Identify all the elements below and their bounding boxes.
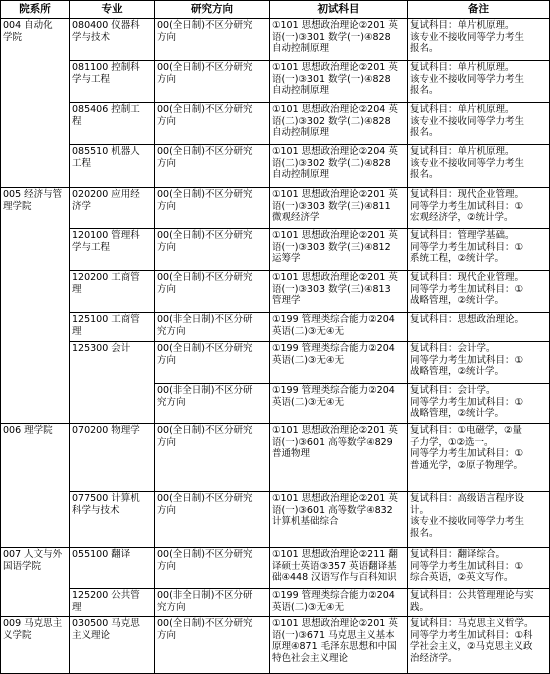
cell-line: 同等学力考生加试科目：① <box>410 354 524 366</box>
subjects-cell <box>270 384 408 424</box>
cell-line: 综合英语，②英文写作。 <box>410 572 514 584</box>
major-cell <box>70 271 155 313</box>
cell-line: ①101 思想政治理论②201 英 <box>272 20 398 31</box>
cell-line: 复试科目：公共管理理论与实 <box>410 590 534 601</box>
header-row <box>1 1 550 19</box>
table-row <box>1 313 550 342</box>
cell-line: 该专业不接收同等学力考生 <box>410 157 525 169</box>
cell-line: 理 <box>72 601 82 613</box>
cell-line: 方向 <box>157 241 177 253</box>
cell-line: 战略管理，②统计学。 <box>410 408 505 420</box>
subjects-cell <box>270 548 408 589</box>
cell-line: 方向 <box>157 73 177 85</box>
cell-line: 践。 <box>410 601 430 613</box>
cell-line: 宏观经济学，②统计学。 <box>410 212 514 224</box>
cell-line: 特色社会主义理论 <box>272 652 349 664</box>
cell-line: 语(一)③301 数学(一)④828 <box>272 31 391 43</box>
cell-line: 081100 控制科 <box>72 62 140 73</box>
cell-line: 报名。 <box>410 43 439 55</box>
cell-line: 同等学力考生加试科目：① <box>410 396 524 408</box>
cell-line: 00(全日制)不区分研究 <box>157 104 253 115</box>
cell-line: ①101 思想政治理论②201 英 <box>272 618 398 629</box>
direction-cell <box>155 424 270 492</box>
direction-cell <box>155 188 270 229</box>
direction-cell <box>155 342 270 384</box>
subjects-cell <box>270 313 408 342</box>
cell-line: 语(二)③302 数学(二)④828 <box>272 157 391 169</box>
cell-line: ①101 思想政治理论②211 翻 <box>272 549 398 560</box>
cell-line: 语(二)③302 数学(二)④828 <box>272 115 391 127</box>
major-cell <box>70 589 155 617</box>
cell-line: 自动控制原理 <box>272 169 330 181</box>
cell-line: 复试科目：单片机原理。 <box>410 104 515 115</box>
cell-line: 方向 <box>157 283 177 295</box>
direction-cell <box>155 229 270 271</box>
direction-cell <box>155 384 270 424</box>
header-notes: 备注 <box>408 1 550 19</box>
cell-line: 自动控制原理 <box>272 43 330 55</box>
cell-line: 005 经济与管 <box>3 189 63 200</box>
notes-cell <box>408 492 550 548</box>
cell-line: ①101 思想政治理论②201 英 <box>272 62 398 73</box>
cell-line: 管理学 <box>272 295 301 307</box>
subjects-cell <box>270 424 408 492</box>
cell-line: 理 <box>72 325 82 337</box>
cell-line: 学院 <box>3 31 23 43</box>
cell-line: 报名。 <box>410 527 439 539</box>
cell-line: 复试科目：高级语言程序设 <box>410 493 525 504</box>
cell-line: 英语(二)③无④无 <box>272 396 344 408</box>
dept-cell <box>1 548 70 617</box>
header-subjects: 初试科目 <box>270 1 408 19</box>
cell-line: 语(一)③601 高等数学④832 <box>272 504 393 516</box>
direction-cell <box>155 617 270 674</box>
cell-line: 报名。 <box>410 85 439 97</box>
notes-cell <box>408 271 550 313</box>
cell-line: 00(全日制)不区分研究 <box>157 146 253 157</box>
cell-line: 理学院 <box>3 200 32 212</box>
cell-line: 00(非全日制)不区分研 <box>157 385 253 396</box>
cell-line: 复试科目：翻译综合。 <box>410 549 506 560</box>
cell-line: 自动控制原理 <box>272 127 330 139</box>
cell-line: 运筹学 <box>272 253 301 265</box>
cell-line: 英语(二)③无④无 <box>272 325 344 337</box>
cell-line: 方向 <box>157 629 177 641</box>
cell-line: 语(一)③303 数学(三)④812 <box>272 241 391 253</box>
cell-line: 125100 工商管 <box>72 314 140 325</box>
notes-cell <box>408 617 550 674</box>
cell-line: 微观经济学 <box>272 212 320 224</box>
cell-line: 125200 公共管 <box>72 590 140 601</box>
subjects-cell <box>270 271 408 313</box>
cell-line: 方向 <box>157 31 177 43</box>
major-cell <box>70 103 155 145</box>
cell-line: 工程 <box>72 157 92 169</box>
cell-line: 复试科目：现代企业管理。 <box>410 189 525 200</box>
direction-cell <box>155 492 270 548</box>
cell-line: 义学院 <box>3 629 32 641</box>
cell-line: 同等学力考生加试科目：① <box>410 560 524 572</box>
direction-cell <box>155 19 270 61</box>
cell-line: 085510 机器人 <box>72 146 140 157</box>
cell-line: 复试科目：思想政治理论。 <box>410 314 525 325</box>
major-cell <box>70 145 155 188</box>
subjects-cell <box>270 492 408 548</box>
table-row <box>1 342 550 384</box>
cell-line: 原理④871 毛泽东思想和中国 <box>272 641 397 653</box>
cell-line: 077500 计算机 <box>72 493 140 504</box>
major-cell <box>70 424 155 492</box>
cell-line: ①101 思想政治理论②204 英 <box>272 146 398 157</box>
cell-line: 004 自动化 <box>3 20 53 31</box>
major-cell <box>70 313 155 342</box>
cell-line: 同等学力考生加试科目：① <box>410 200 524 212</box>
cell-line: 同等学力考生加试科目：①科 <box>410 629 533 641</box>
cell-line: 复试科目：单片机原理。 <box>410 20 515 31</box>
cell-line: 复试科目：会计学。 <box>410 385 496 396</box>
cell-line: 语(一)③303 数学(三)④813 <box>272 283 391 295</box>
notes-cell <box>408 19 550 61</box>
cell-line: 学与技术 <box>72 31 111 43</box>
cell-line: 方向 <box>157 560 177 572</box>
subjects-cell <box>270 342 408 384</box>
cell-line: 计。 <box>410 504 430 516</box>
cell-line: 战略管理，②统计学。 <box>410 295 505 307</box>
cell-line: 同等学力考生加试科目：① <box>410 283 524 295</box>
cell-line: 00(全日制)不区分研究 <box>157 189 253 200</box>
cell-line: 该专业不接收同等学力考生 <box>410 115 525 127</box>
cell-line: 复试科目：马克思主义哲学。 <box>410 618 534 629</box>
cell-line: 120100 管理科 <box>72 230 140 241</box>
cell-line: 学与工程 <box>72 241 111 253</box>
cell-line: 语(一)③601 高等数学④829 <box>272 436 393 448</box>
cell-line: 究方向 <box>157 396 186 408</box>
cell-line: 00(全日制)不区分研究 <box>157 493 253 504</box>
notes-cell <box>408 188 550 229</box>
direction-cell <box>155 548 270 589</box>
notes-cell <box>408 61 550 103</box>
direction-cell <box>155 589 270 617</box>
cell-line: 方向 <box>157 157 177 169</box>
cell-line: 方向 <box>157 504 177 516</box>
table-row <box>1 271 550 313</box>
cell-line: 英语(二)③无④无 <box>272 354 344 366</box>
cell-line: 报名。 <box>410 127 439 139</box>
cell-line: 主义理论 <box>72 629 111 641</box>
notes-cell <box>408 589 550 617</box>
notes-cell <box>408 342 550 384</box>
direction-cell <box>155 61 270 103</box>
cell-line: ①101 思想政治理论②201 英 <box>272 425 398 436</box>
table-row <box>1 188 550 229</box>
cell-line: 125300 会计 <box>72 343 131 354</box>
subjects-cell <box>270 229 408 271</box>
cell-line: 085406 控制工 <box>72 104 140 115</box>
cell-line: 英语(二)③无④无 <box>272 601 344 613</box>
cell-line: ①101 思想政治理论②201 英 <box>272 189 398 200</box>
table-row <box>1 145 550 188</box>
cell-line: 治经济学。 <box>410 652 458 664</box>
cell-line: 语(一)③301 数学(一)④828 <box>272 73 391 85</box>
table-body <box>1 19 550 674</box>
dept-cell <box>1 188 70 424</box>
cell-line: 语(一)③671 马克思主义基本 <box>272 629 395 641</box>
direction-cell <box>155 313 270 342</box>
header-direction: 研究方向 <box>155 1 270 19</box>
subjects-cell <box>270 103 408 145</box>
cell-line: 科学与技术 <box>72 504 120 516</box>
major-cell <box>70 492 155 548</box>
cell-line: 程 <box>72 115 82 127</box>
cell-line: ①101 思想政治理论②204 英 <box>272 104 398 115</box>
cell-line: 复试科目：单片机原理。 <box>410 62 515 73</box>
cell-line: 020200 应用经 <box>72 189 140 200</box>
direction-cell <box>155 103 270 145</box>
cell-line: 复试科目：现代企业管理。 <box>410 272 525 283</box>
cell-line: ①101 思想政治理论②201 英 <box>272 230 398 241</box>
cell-line: 同等学力考生加试科目：① <box>410 241 524 253</box>
table-row <box>1 61 550 103</box>
cell-line: 080400 仪器科 <box>72 20 140 31</box>
cell-line: ①199 管理类综合能力②204 <box>272 590 395 601</box>
cell-line: 方向 <box>157 115 177 127</box>
cell-line: 计算机基础综合 <box>272 516 339 528</box>
cell-line: 方向 <box>157 200 177 212</box>
table-row <box>1 103 550 145</box>
cell-line: 00(非全日制)不区分研 <box>157 590 253 601</box>
cell-line: 础④448 汉语写作与百科知识 <box>272 572 397 584</box>
dept-cell <box>1 424 70 548</box>
table-row <box>1 492 550 548</box>
subjects-cell <box>270 188 408 229</box>
table-row <box>1 589 550 617</box>
cell-line: 该专业不接收同等学力考生 <box>410 31 525 43</box>
cell-line: 普通物理 <box>272 448 311 460</box>
subjects-cell <box>270 145 408 188</box>
cell-line: 究方向 <box>157 601 186 613</box>
direction-cell <box>155 271 270 313</box>
header-dept: 院系所 <box>1 1 70 19</box>
cell-line: 复试科目：①电磁学，②量 <box>410 425 523 436</box>
major-cell <box>70 19 155 61</box>
direction-cell <box>155 145 270 188</box>
cell-line: 复试科目：单片机原理。 <box>410 146 515 157</box>
cell-line: 030500 马克思 <box>72 618 140 629</box>
cell-line: 自动控制原理 <box>272 85 330 97</box>
table-row <box>1 229 550 271</box>
notes-cell <box>408 313 550 342</box>
cell-line: 055100 翻译 <box>72 549 131 560</box>
table-row <box>1 548 550 589</box>
cell-line: ①199 管理类综合能力②204 <box>272 343 395 354</box>
notes-cell <box>408 145 550 188</box>
notes-cell <box>408 229 550 271</box>
cell-line: 方向 <box>157 354 177 366</box>
major-cell <box>70 188 155 229</box>
major-cell <box>70 548 155 589</box>
cell-line: 00(全日制)不区分研究 <box>157 62 253 73</box>
cell-line: 00(全日制)不区分研究 <box>157 425 253 436</box>
cell-line: 00(全日制)不区分研究 <box>157 343 253 354</box>
major-cell <box>70 61 155 103</box>
table-row <box>1 19 550 61</box>
cell-line: ①199 管理类综合能力②204 <box>272 314 395 325</box>
cell-line: 国语学院 <box>3 560 42 572</box>
header-major: 专业 <box>70 1 155 19</box>
cell-line: 00(全日制)不区分研究 <box>157 230 253 241</box>
cell-line: 语(一)③303 数学(三)④811 <box>272 200 391 212</box>
cell-line: 译硕士英语③357 英语翻译基 <box>272 560 397 572</box>
notes-cell <box>408 103 550 145</box>
cell-line: 007 人文与外 <box>3 549 63 560</box>
subjects-cell <box>270 617 408 674</box>
dept-cell <box>1 19 70 188</box>
cell-line: 报名。 <box>410 169 439 181</box>
cell-line: ①199 管理类综合能力②204 <box>272 385 395 396</box>
cell-line: 济学 <box>72 200 92 212</box>
cell-line: 00(非全日制)不区分研 <box>157 314 253 325</box>
cell-line: 学社会主义，②马克思主义政 <box>410 641 533 653</box>
cell-line: 00(全日制)不区分研究 <box>157 20 253 31</box>
notes-cell <box>408 384 550 424</box>
cell-line: 该专业不接收同等学力考生 <box>410 516 525 528</box>
subjects-cell <box>270 19 408 61</box>
dept-cell <box>1 617 70 674</box>
cell-line: 理 <box>72 283 82 295</box>
cell-line: 该专业不接收同等学力考生 <box>410 73 525 85</box>
cell-line: 009 马克思主 <box>3 618 63 629</box>
cell-line: 普通光学，②原子物理学。 <box>410 459 524 471</box>
table-row <box>1 617 550 674</box>
cell-line: 070200 物理学 <box>72 425 140 436</box>
cell-line: ①101 思想政治理论②201 英 <box>272 493 398 504</box>
subjects-cell <box>270 589 408 617</box>
major-cell <box>70 617 155 674</box>
notes-cell <box>408 424 550 492</box>
cell-line: 战略管理，②统计学。 <box>410 366 505 378</box>
major-cell <box>70 229 155 271</box>
table-row <box>1 424 550 492</box>
major-cell <box>70 342 155 424</box>
cell-line: 复试科目：会计学。 <box>410 343 496 354</box>
cell-line: 系统工程，②统计学。 <box>410 253 505 265</box>
subjects-cell <box>270 61 408 103</box>
cell-line: 学与工程 <box>72 73 111 85</box>
cell-line: 子力学，①②选一。 <box>410 436 494 448</box>
cell-line: 120200 工商管 <box>72 272 140 283</box>
cell-line: 复试科目：管理学基础。 <box>410 230 515 241</box>
cell-line: 究方向 <box>157 325 186 337</box>
cell-line: 同等学力考生加试科目：① <box>410 448 524 460</box>
cell-line: 00(全日制)不区分研究 <box>157 272 253 283</box>
cell-line: 方向 <box>157 436 177 448</box>
cell-line: 006 理学院 <box>3 425 53 436</box>
cell-line: 00(全日制)不区分研究 <box>157 549 253 560</box>
cell-line: 00(全日制)不区分研究 <box>157 618 253 629</box>
notes-cell <box>408 548 550 589</box>
cell-line: ①101 思想政治理论②201 英 <box>272 272 398 283</box>
